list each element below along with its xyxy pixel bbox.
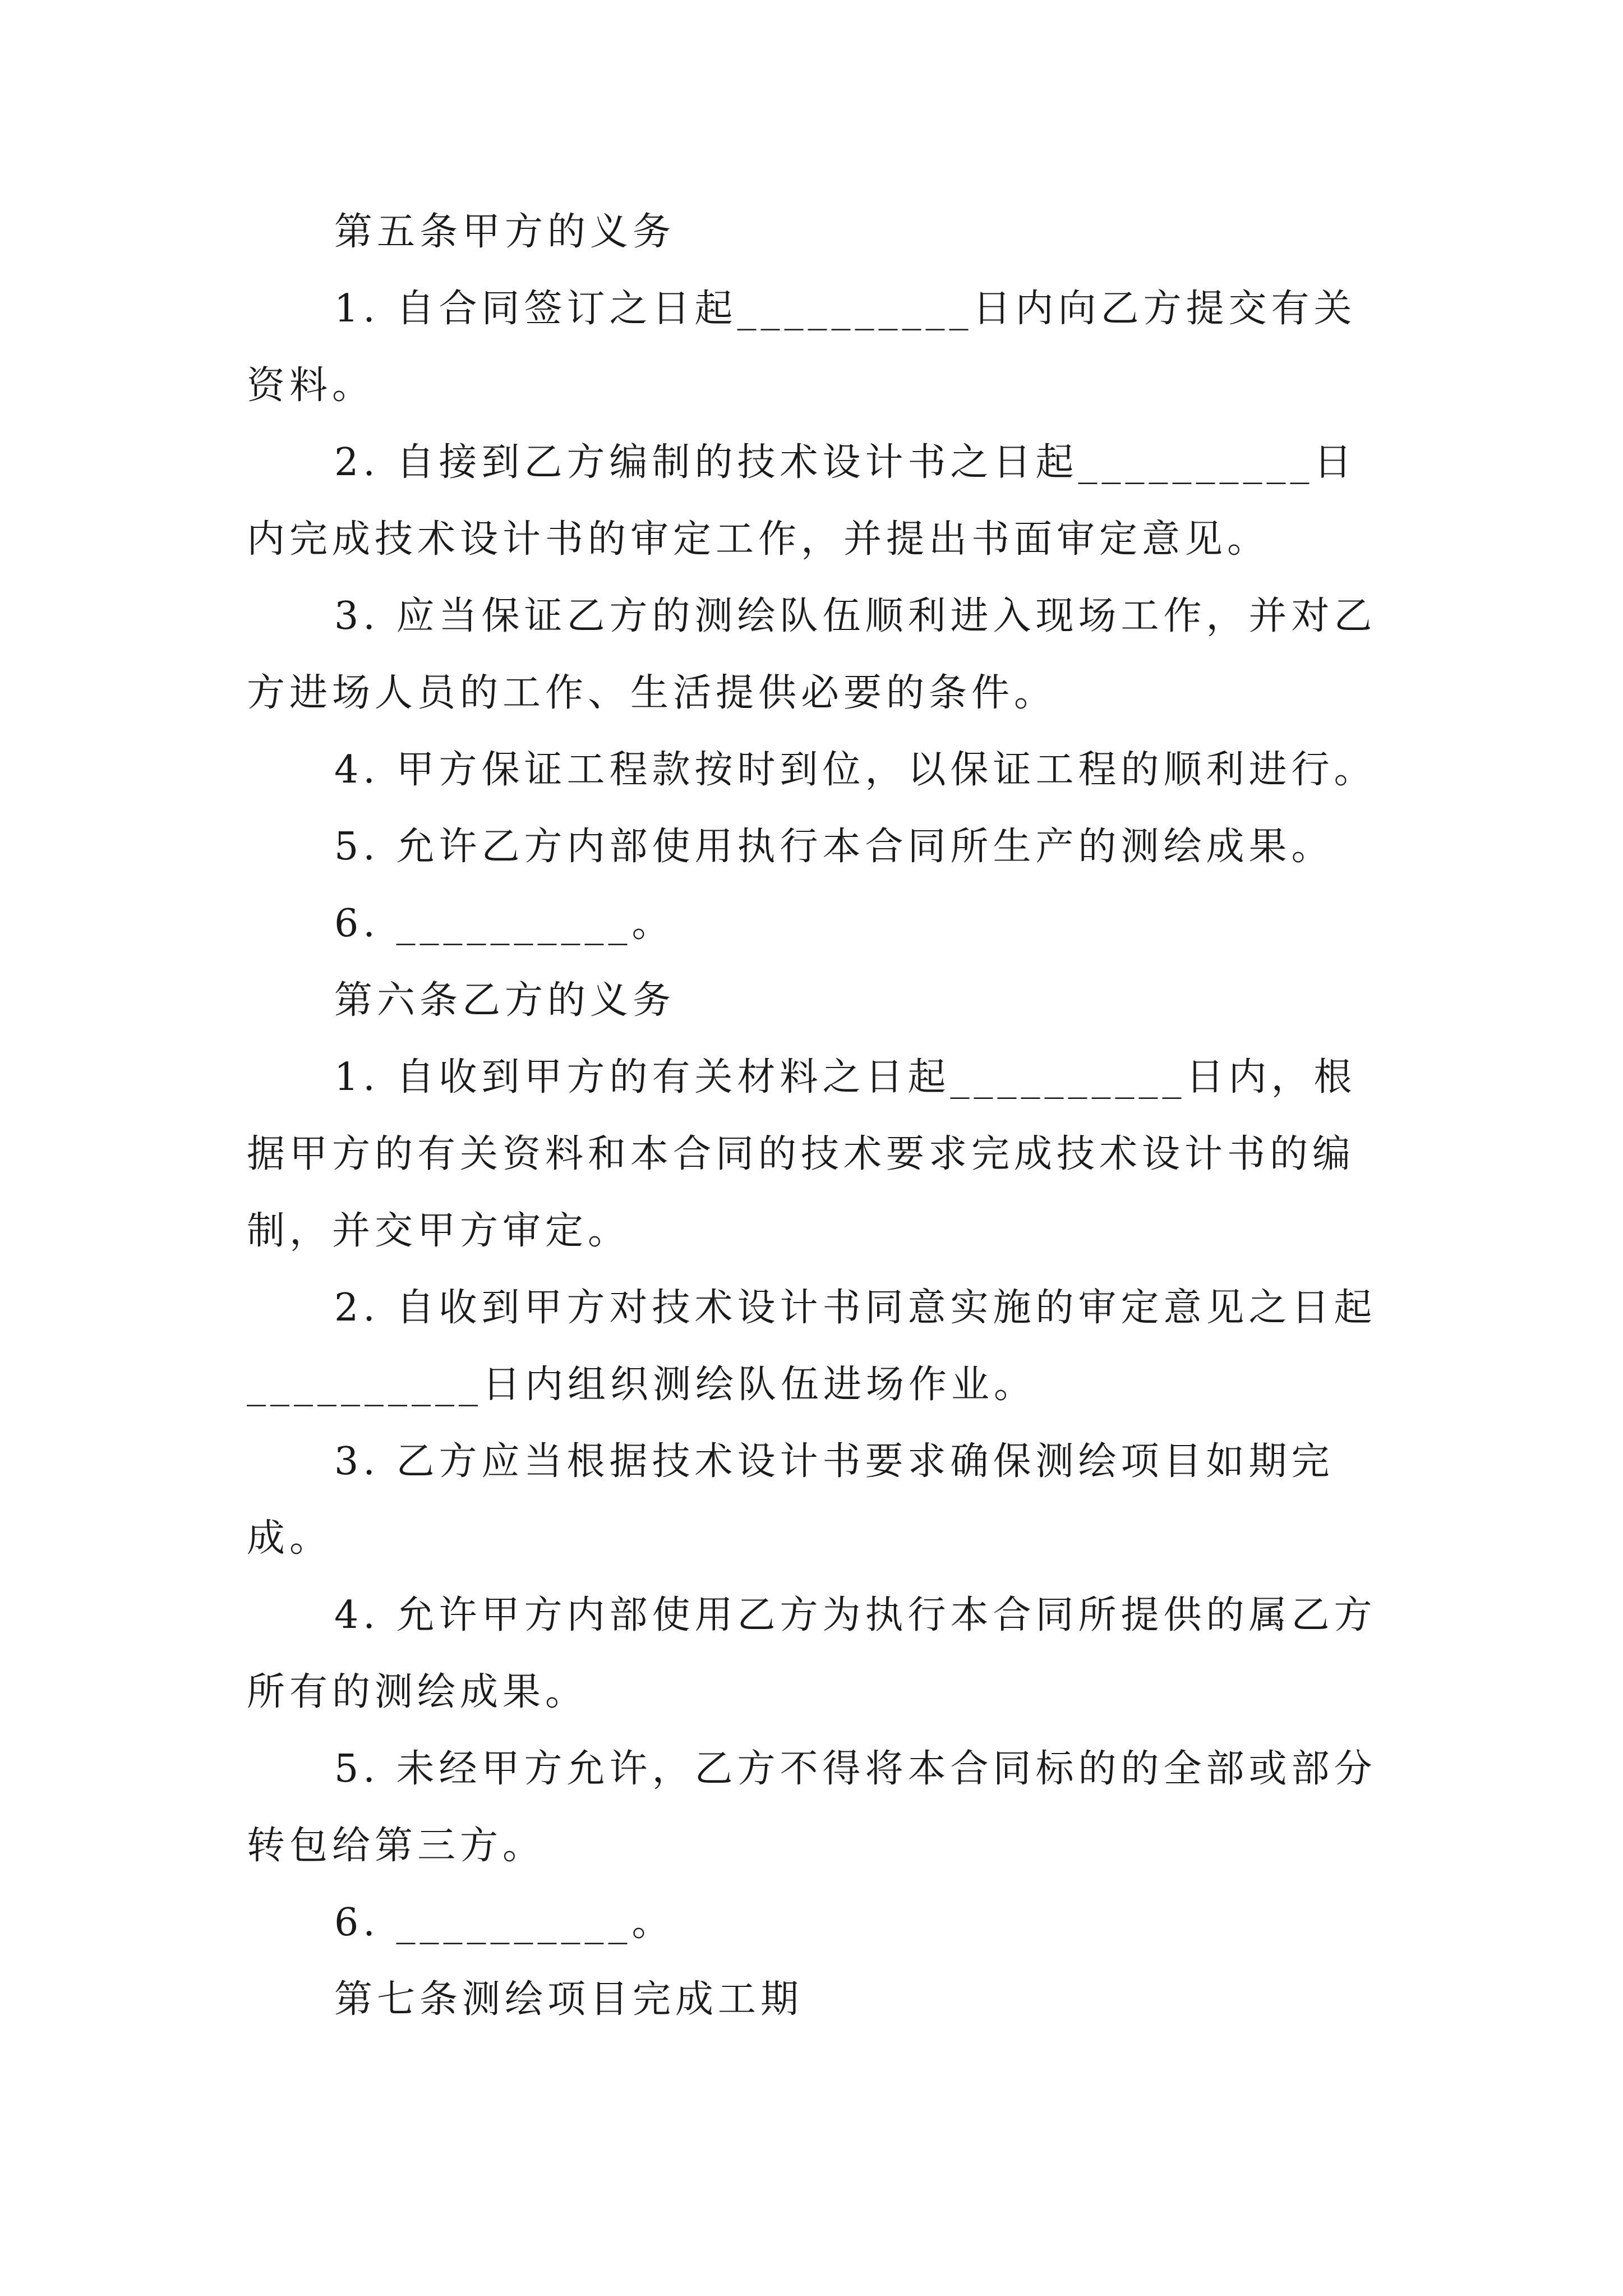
clause-6-item-2: 2. 自收到甲方对技术设计书同意实施的审定意见之日起__________日内组织测绘队伍进场作业。	[247, 1286, 1377, 1407]
clause-6-item-6: 6. __________。	[334, 1901, 675, 1945]
section-heading-5: 第五条甲方的义务	[334, 210, 676, 254]
clause-5-item-1: 1. 自合同签订之日起__________日内向乙方提交有关资料。	[247, 287, 1357, 408]
section-heading-6: 第六条乙方的义务	[334, 978, 676, 1023]
clause-6-item-3: 3. 乙方应当根据技术设计书要求确保测绘项目如期完成。	[247, 1439, 1334, 1561]
clause-5-item-2: 2. 自接到乙方编制的技术设计书之日起__________日内完成技术设计书的审定工作，并提出书面审定意见。	[247, 440, 1357, 562]
clause-5-item-3: 3. 应当保证乙方的测绘队伍顺利进入现场工作，并对乙方进场人员的工作、生活提供必要的条件。	[247, 594, 1377, 715]
clause-6-item-5: 5. 未经甲方允许，乙方不得将本合同标的的全部或部分转包给第三方。	[247, 1747, 1377, 1868]
clause-5-item-4: 4. 甲方保证工程款按时到位，以保证工程的顺利进行。	[334, 748, 1377, 792]
section-heading-7: 第七条测绘项目完成工期	[334, 1977, 804, 2022]
clause-5-item-6: 6. __________。	[334, 901, 675, 946]
clause-5-item-5: 5. 允许乙方内部使用执行本合同所生产的测绘成果。	[334, 825, 1334, 869]
clause-6-item-1: 1. 自收到甲方的有关材料之日起__________日内，根据甲方的有关资料和本合同的技术要求完成技术设计书的编制，并交甲方审定。	[247, 1055, 1357, 1253]
document-body	[247, 194, 1391, 2038]
clause-6-item-4: 4. 允许甲方内部使用乙方为执行本合同所提供的属乙方所有的测绘成果。	[247, 1593, 1377, 1714]
